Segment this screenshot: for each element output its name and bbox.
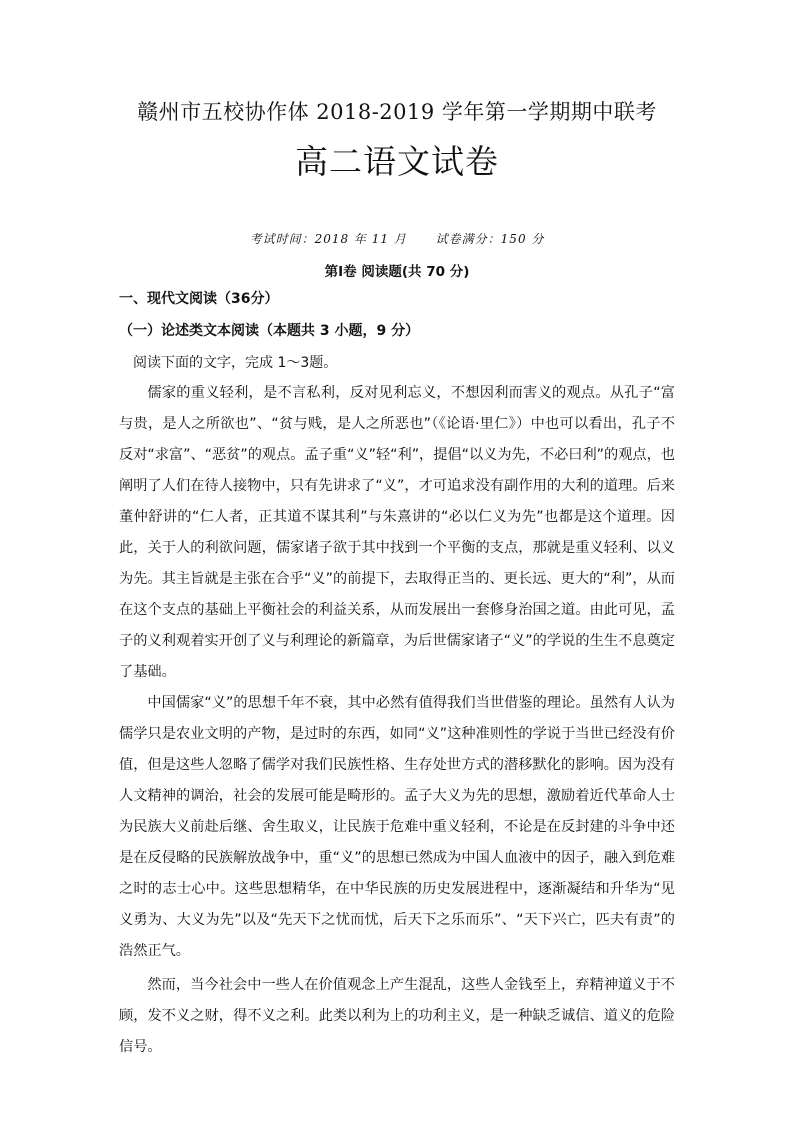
passage-paragraph-1: [119, 378, 675, 688]
section-heading: 一、现代文阅读（36分）: [119, 291, 279, 307]
exam-title: 赣州市五校协作体 2018-2019 学年第一学期期中联考: [137, 100, 657, 124]
exam-meta: [0, 230, 794, 247]
paper-title: 高二语文试卷: [295, 142, 499, 181]
passage-paragraph-2: [119, 688, 675, 967]
paragraph-text: 儒家的重义轻利，是不言私利，反对见利忘义，不想因利而害义的观点。从孔子“富与贵，是人之所欲也”、“贫与贱，是人之所恶也”（《论语·里仁》）中也可以看出，孔子不反对“求富”、“恶贫”的观点。孟子重“义”轻“利”，提倡“以义为先，不必曰利”的观点，也阐明了人们在待人接物中，只有先讲求了“义”，才可追求没有副作用的大利的道理。后来董仲舒讲的“仁人者，正其道不谋其利”与朱熹讲的“必以仁义为先”也都是这个道理。因此，关于人的利欲问题，儒家诸子欲于其中找到一个平衡的支点，那就是重义轻利、以义为先。其主旨就是主张在合乎“义”的前提下，去取得正当的、更长远、更大的“利”，从而在这个支点的基础上平衡社会的利益关系，从而发展出一套修身治国之道。由此可见，孟子的义利观着实开创了义与利理论的新篇章，为后世儒家诸子“义”的学说的生生不息奠定了基础。: [119, 385, 675, 680]
full-score: 试卷满分：150 分: [435, 232, 545, 246]
exam-time: 考试时间：2018 年 11 月: [249, 232, 407, 246]
reading-instruction: 阅读下面的文字，完成 1～3题。: [133, 355, 338, 371]
subsection-heading: （一）论述类文本阅读（本题共 3 小题，9 分）: [119, 323, 420, 339]
paragraph-text: 然而，当今社会中一些人在价值观念上产生混乱，这些人金钱至上，弃精神道义于不顾，发不义之财，得不义之利。此类以利为上的功利主义，是一种缺乏诚信、道义的危险信号。: [119, 977, 675, 1055]
part-heading: 第Ⅰ卷 阅读题(共 70 分): [324, 264, 470, 280]
paragraph-text: 中国儒家“义”的思想千年不衰，其中必然有值得我们当世借鉴的理论。虽然有人认为儒学只是农业文明的产物，是过时的东西，如同“义”这种准则性的学说于当世已经没有价值，但是这些人忽略了儒学对我们民族性格、生存处世方式的潜移默化的影响。因为没有人文精神的调治，社会的发展可能是畸形的。孟子大义为先的思想，激励着近代革命人士为民族大义前赴后继、舍生取义，让民族于危难中重义轻利，不论是在反封建的斗争中还是在反侵略的民族解放战争中，重“义”的思想已然成为中国人血液中的因子，融入到危难之时的志士心中。这些思想精华，在中华民族的历史发展进程中，逐渐凝结和升华为“见义勇为、大义为先”以及“先天下之忧而忧，后天下之乐而乐”、“天下兴亡，匹夫有责”的浩然正气。: [119, 695, 675, 959]
passage-paragraph-3: [119, 970, 675, 1063]
